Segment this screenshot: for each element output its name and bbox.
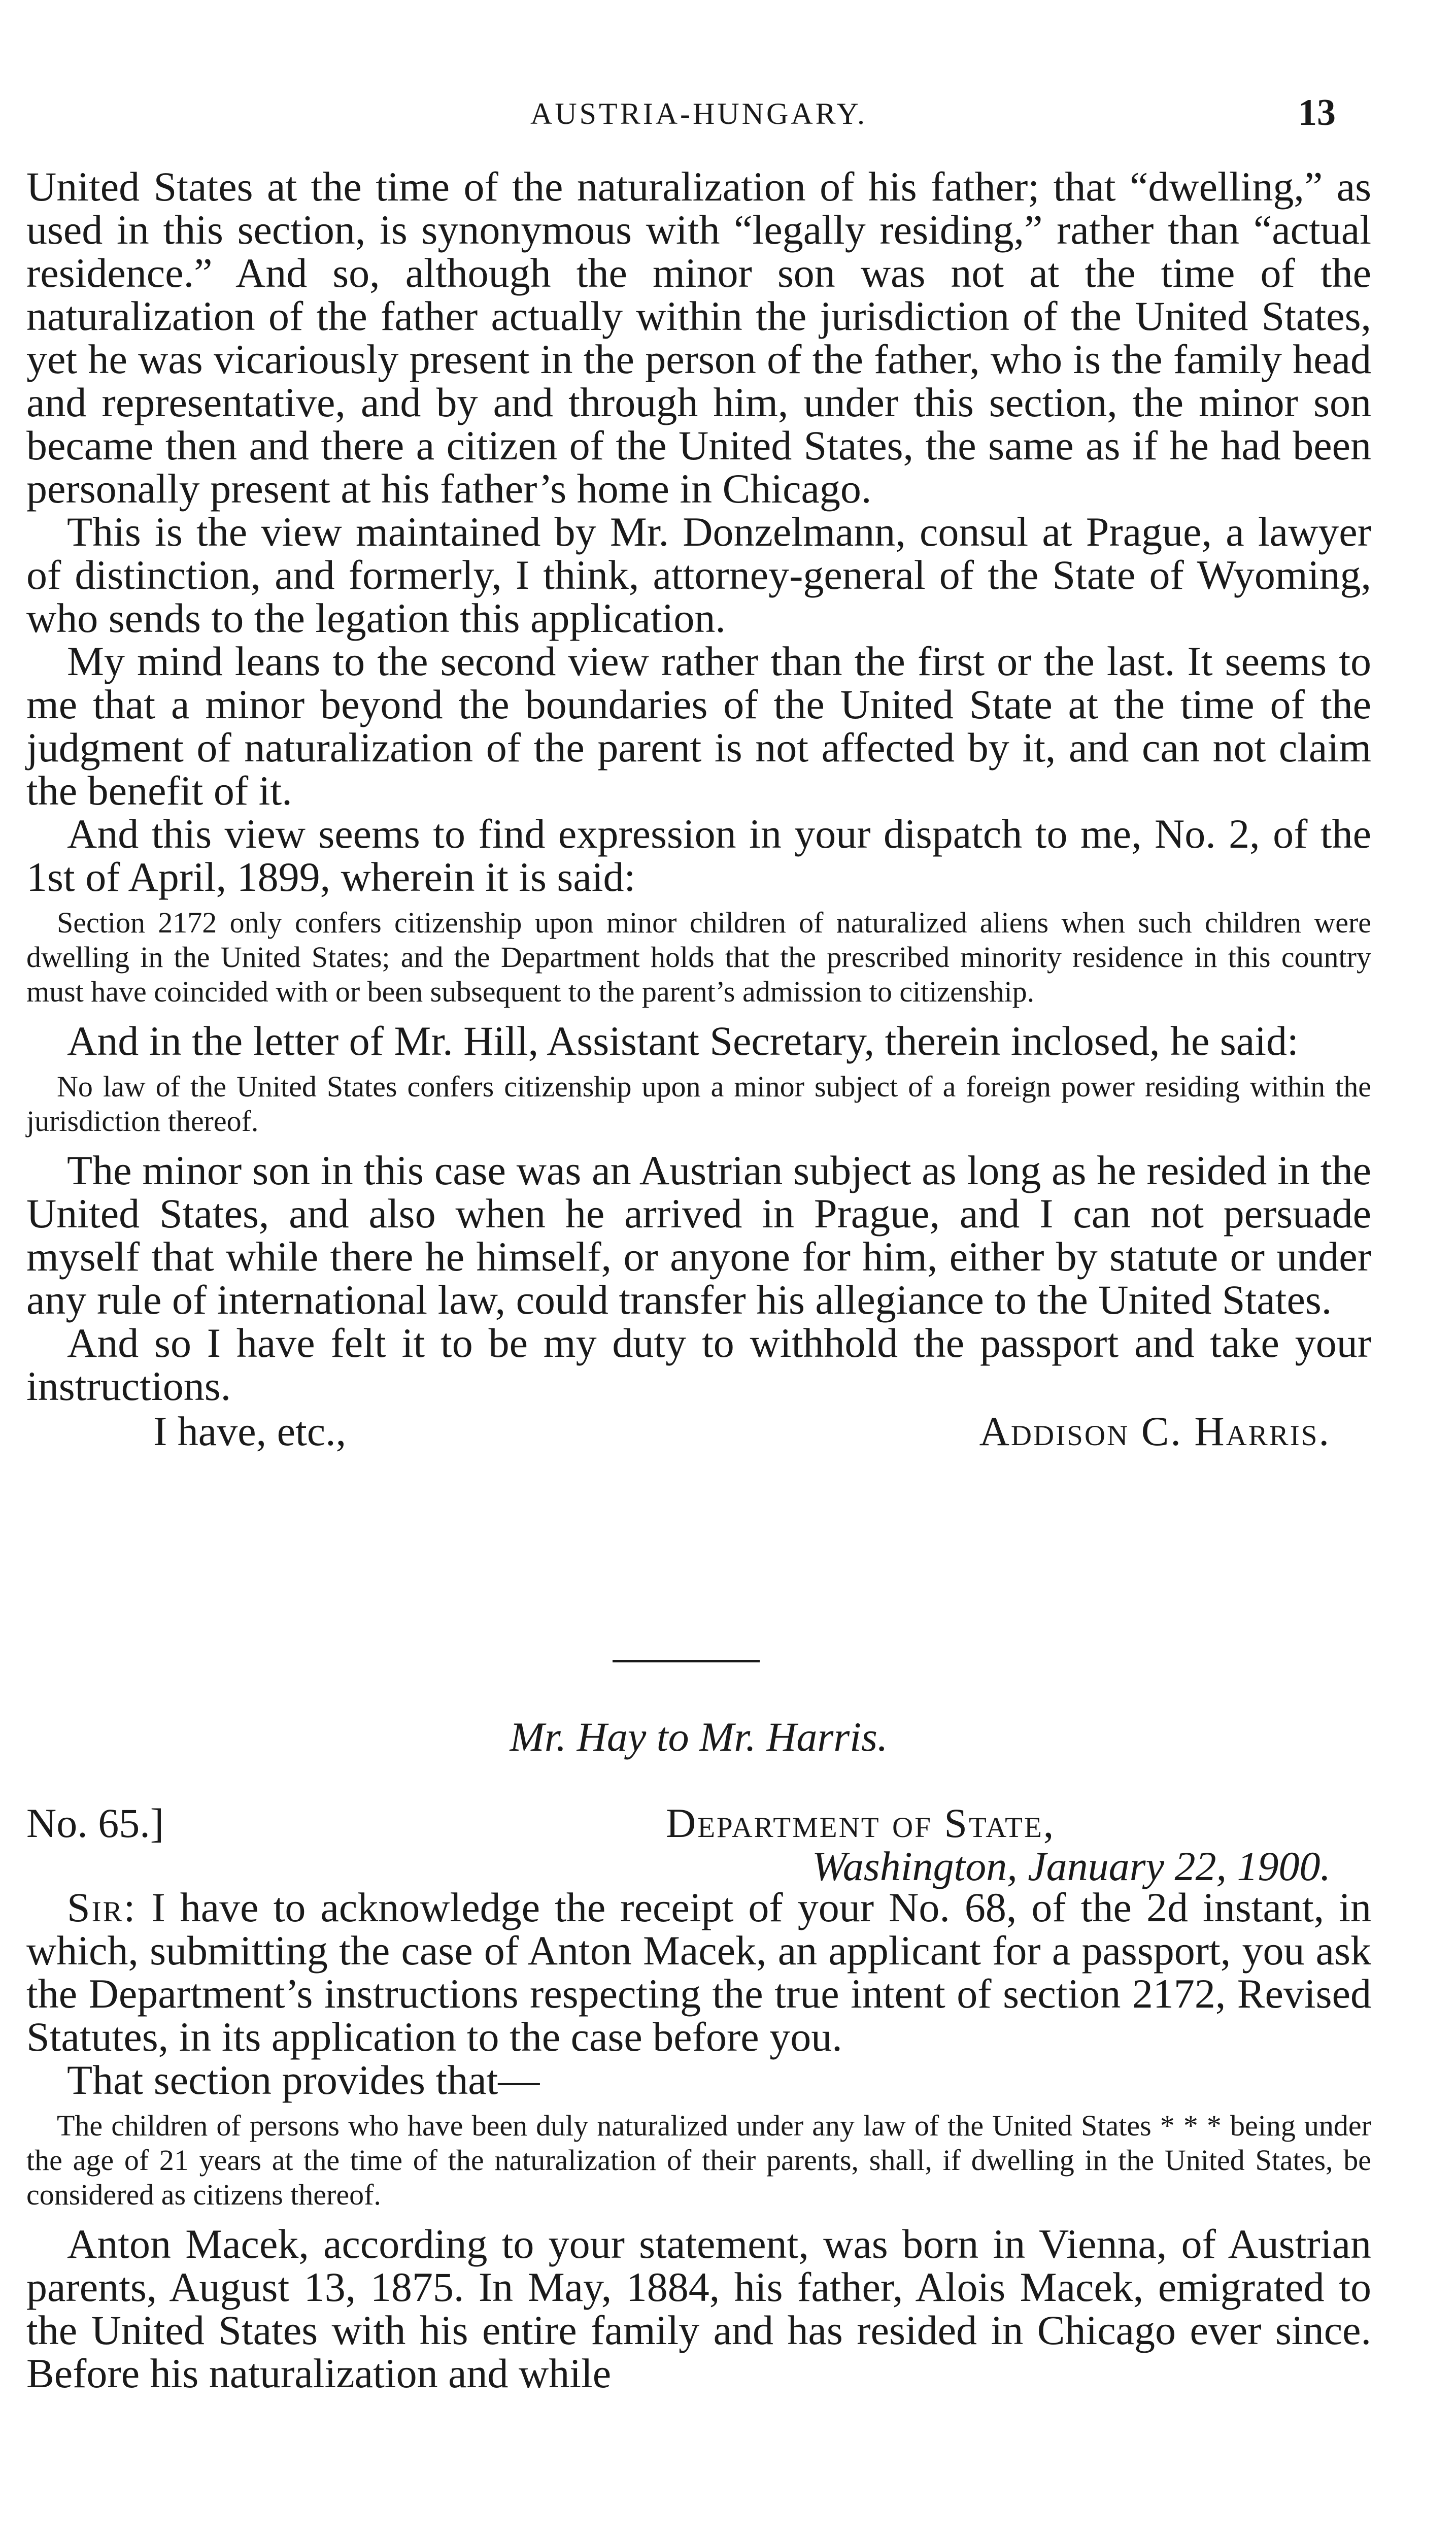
section-divider xyxy=(613,1660,760,1662)
dispatch-heading xyxy=(26,1799,1371,1846)
paragraph-anton-macek: Anton Macek, according to your statement, was born in Vienna, of Austrian parents, August 13, 1875. In May, 1884, his father, Alois Macek, emigrated to the United States with his entire family and has resided in Chicago ever since. Before his naturalization and while xyxy=(26,2221,1371,2396)
paragraph-acknowledge xyxy=(26,1886,1371,2058)
harris-letter-body xyxy=(26,163,1371,1454)
document-page xyxy=(26,0,1371,2538)
salutation: Sir: xyxy=(67,1884,137,1930)
running-title: AUSTRIA-HUNGARY. xyxy=(530,97,867,130)
paragraph-donzelmann-view: This is the view maintained by Mr. Donzelmann, consul at Prague, a lawyer of distinction, and formerly, I think, attorney-general of the State of Wyoming, who sends to the legation this application. xyxy=(26,509,1371,641)
dispatch-number: No. 65.] xyxy=(26,1800,164,1846)
paragraph-hill-letter: And in the letter of Mr. Hill, Assistant Secretary, therein inclosed, he said: xyxy=(67,1018,1299,1064)
signature: Addison C. Harris. xyxy=(979,1408,1331,1454)
department-of-state: Department of State, xyxy=(666,1800,1056,1846)
paragraph-acknowledge-text: I have to acknowledge the receipt of your No. 68, of the 2d instant, in which, submitting the case of Anton Macek, an applicant for a passport, you ask the Department’s instructions respecting the true intent of section 2172, Revised Statutes, in its application to the case before you. xyxy=(26,1884,1371,2060)
closing: I have, etc., xyxy=(153,1408,347,1454)
quote-hill: No law of the United States confers citizenship upon a minor subject of a foreign power residing within the jurisdiction thereof. xyxy=(26,1070,1371,1138)
paragraph-austrian-subject: The minor son in this case was an Austrian subject as long as he resided in the United States, and also when he arrived in Prague, and I can not persuade myself that while there he himself, or anyone for him, either by statute or under any rule of international law, could transfer his allegiance to the United States. xyxy=(26,1147,1371,1323)
page-number: 13 xyxy=(1298,92,1336,133)
paragraph-dispatch-reference: And this view seems to find expression in your dispatch to me, No. 2, of the 1st of April, 1899, wherein it is said: xyxy=(26,811,1371,900)
page-header xyxy=(26,91,1371,137)
letter-title: Mr. Hay to Mr. Harris. xyxy=(510,1714,888,1760)
paragraph-withhold-passport: And so I have felt it to be my duty to withhold the passport and take your instructions. xyxy=(26,1320,1371,1409)
paragraph-continued: United States at the time of the naturalization of his father; that “dwelling,” as used in this section, is synonymous with “legally residing,” rather than “actual residence.” And so, although the minor son was not at the time of the naturalization of the father actually within the jurisdiction of the United States, yet he was vicariously present in the person of the father, who is the family head and representative, and by and through him, under this section, the minor son became then and there a citizen of the United States, the same as if he had been personally present at his father’s home in Chicago. xyxy=(26,163,1371,512)
paragraph-section-provides: That section provides that— xyxy=(67,2057,540,2103)
place-date: Washington, January 22, 1900. xyxy=(812,1843,1331,1889)
quote-section-2172: Section 2172 only confers citizenship upon minor children of naturalized aliens when such children were dwelling in the United States; and the Department holds that the prescribed minority residence in this country must have coincided with or been subsequent to the parent’s admission to citizenship. xyxy=(26,906,1371,1008)
closing-line xyxy=(26,1408,1371,1454)
quote-statute: The children of persons who have been duly naturalized under any law of the United States * * * being under the age of 21 years at the time of the naturalization of their parents, shall, if dwelling in the United States, be considered as citizens thereof. xyxy=(26,2109,1371,2211)
paragraph-second-view: My mind leans to the second view rather than the first or the last. It seems to me that a minor beyond the boundaries of the United State at the time of the judgment of naturalization of the parent is not affected by it, and can not claim the benefit of it. xyxy=(26,638,1371,814)
hay-letter-body xyxy=(26,1886,1371,2395)
